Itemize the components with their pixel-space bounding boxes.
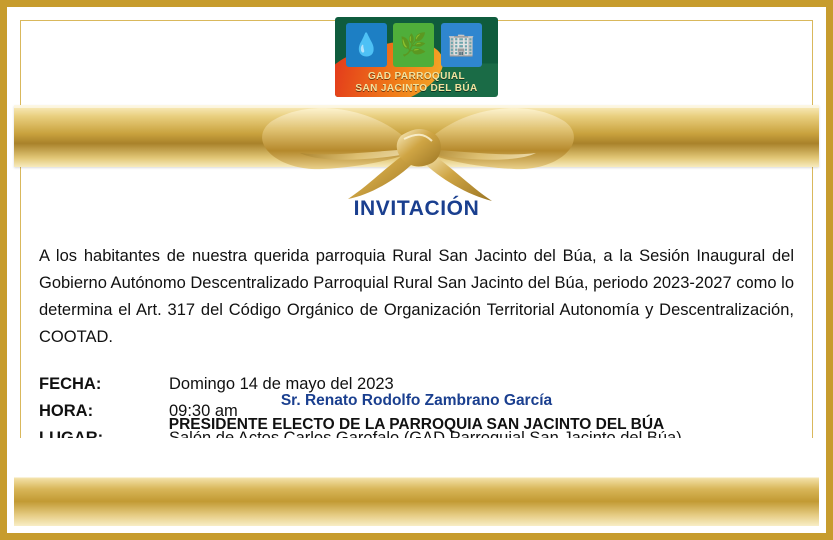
gad-parroquial-logo [335,17,498,97]
signature-role: PRESIDENTE ELECTO DE LA PARROQUIA SAN JACINTO DEL BÚA [168,416,665,433]
logo-text-line1: GAD PARROQUIAL [367,71,466,82]
bottom-gold-band [14,438,819,526]
detail-label-fecha: FECHA: [39,375,102,393]
water-drop-icon: 💧 [352,32,381,57]
logo-container [7,17,826,97]
building-icon: 🏢 [447,32,476,57]
signature-name: Sr. Renato Rodolfo Zambrano García [280,392,553,409]
detail-value-fecha: Domingo 14 de mayo del 2023 [169,375,394,393]
invitation-paragraph: A los habitantes de nuestra querida parroquia Rural San Jacinto del Búa, a la Sesión Inaugural del Gobierno Autónomo Descentralizado Parroquial Rural San Jacinto del Búa, periodo 2023-2027 como lo determina el Art. 317 del Código Orgánico de Organización Territorial Autonomía y Descentralización, COOTAD. [39,247,794,346]
detail-value-hora: 09:30 am [169,402,238,420]
invitation-title: INVITACIÓN [353,197,480,220]
logo-text-line2: SAN JACINTO DEL BÚA [355,83,478,94]
signature-block [7,389,826,437]
leaf-icon: 🌿 [399,32,428,57]
detail-label-hora: HORA: [39,402,94,420]
gold-bow-icon [252,91,582,201]
